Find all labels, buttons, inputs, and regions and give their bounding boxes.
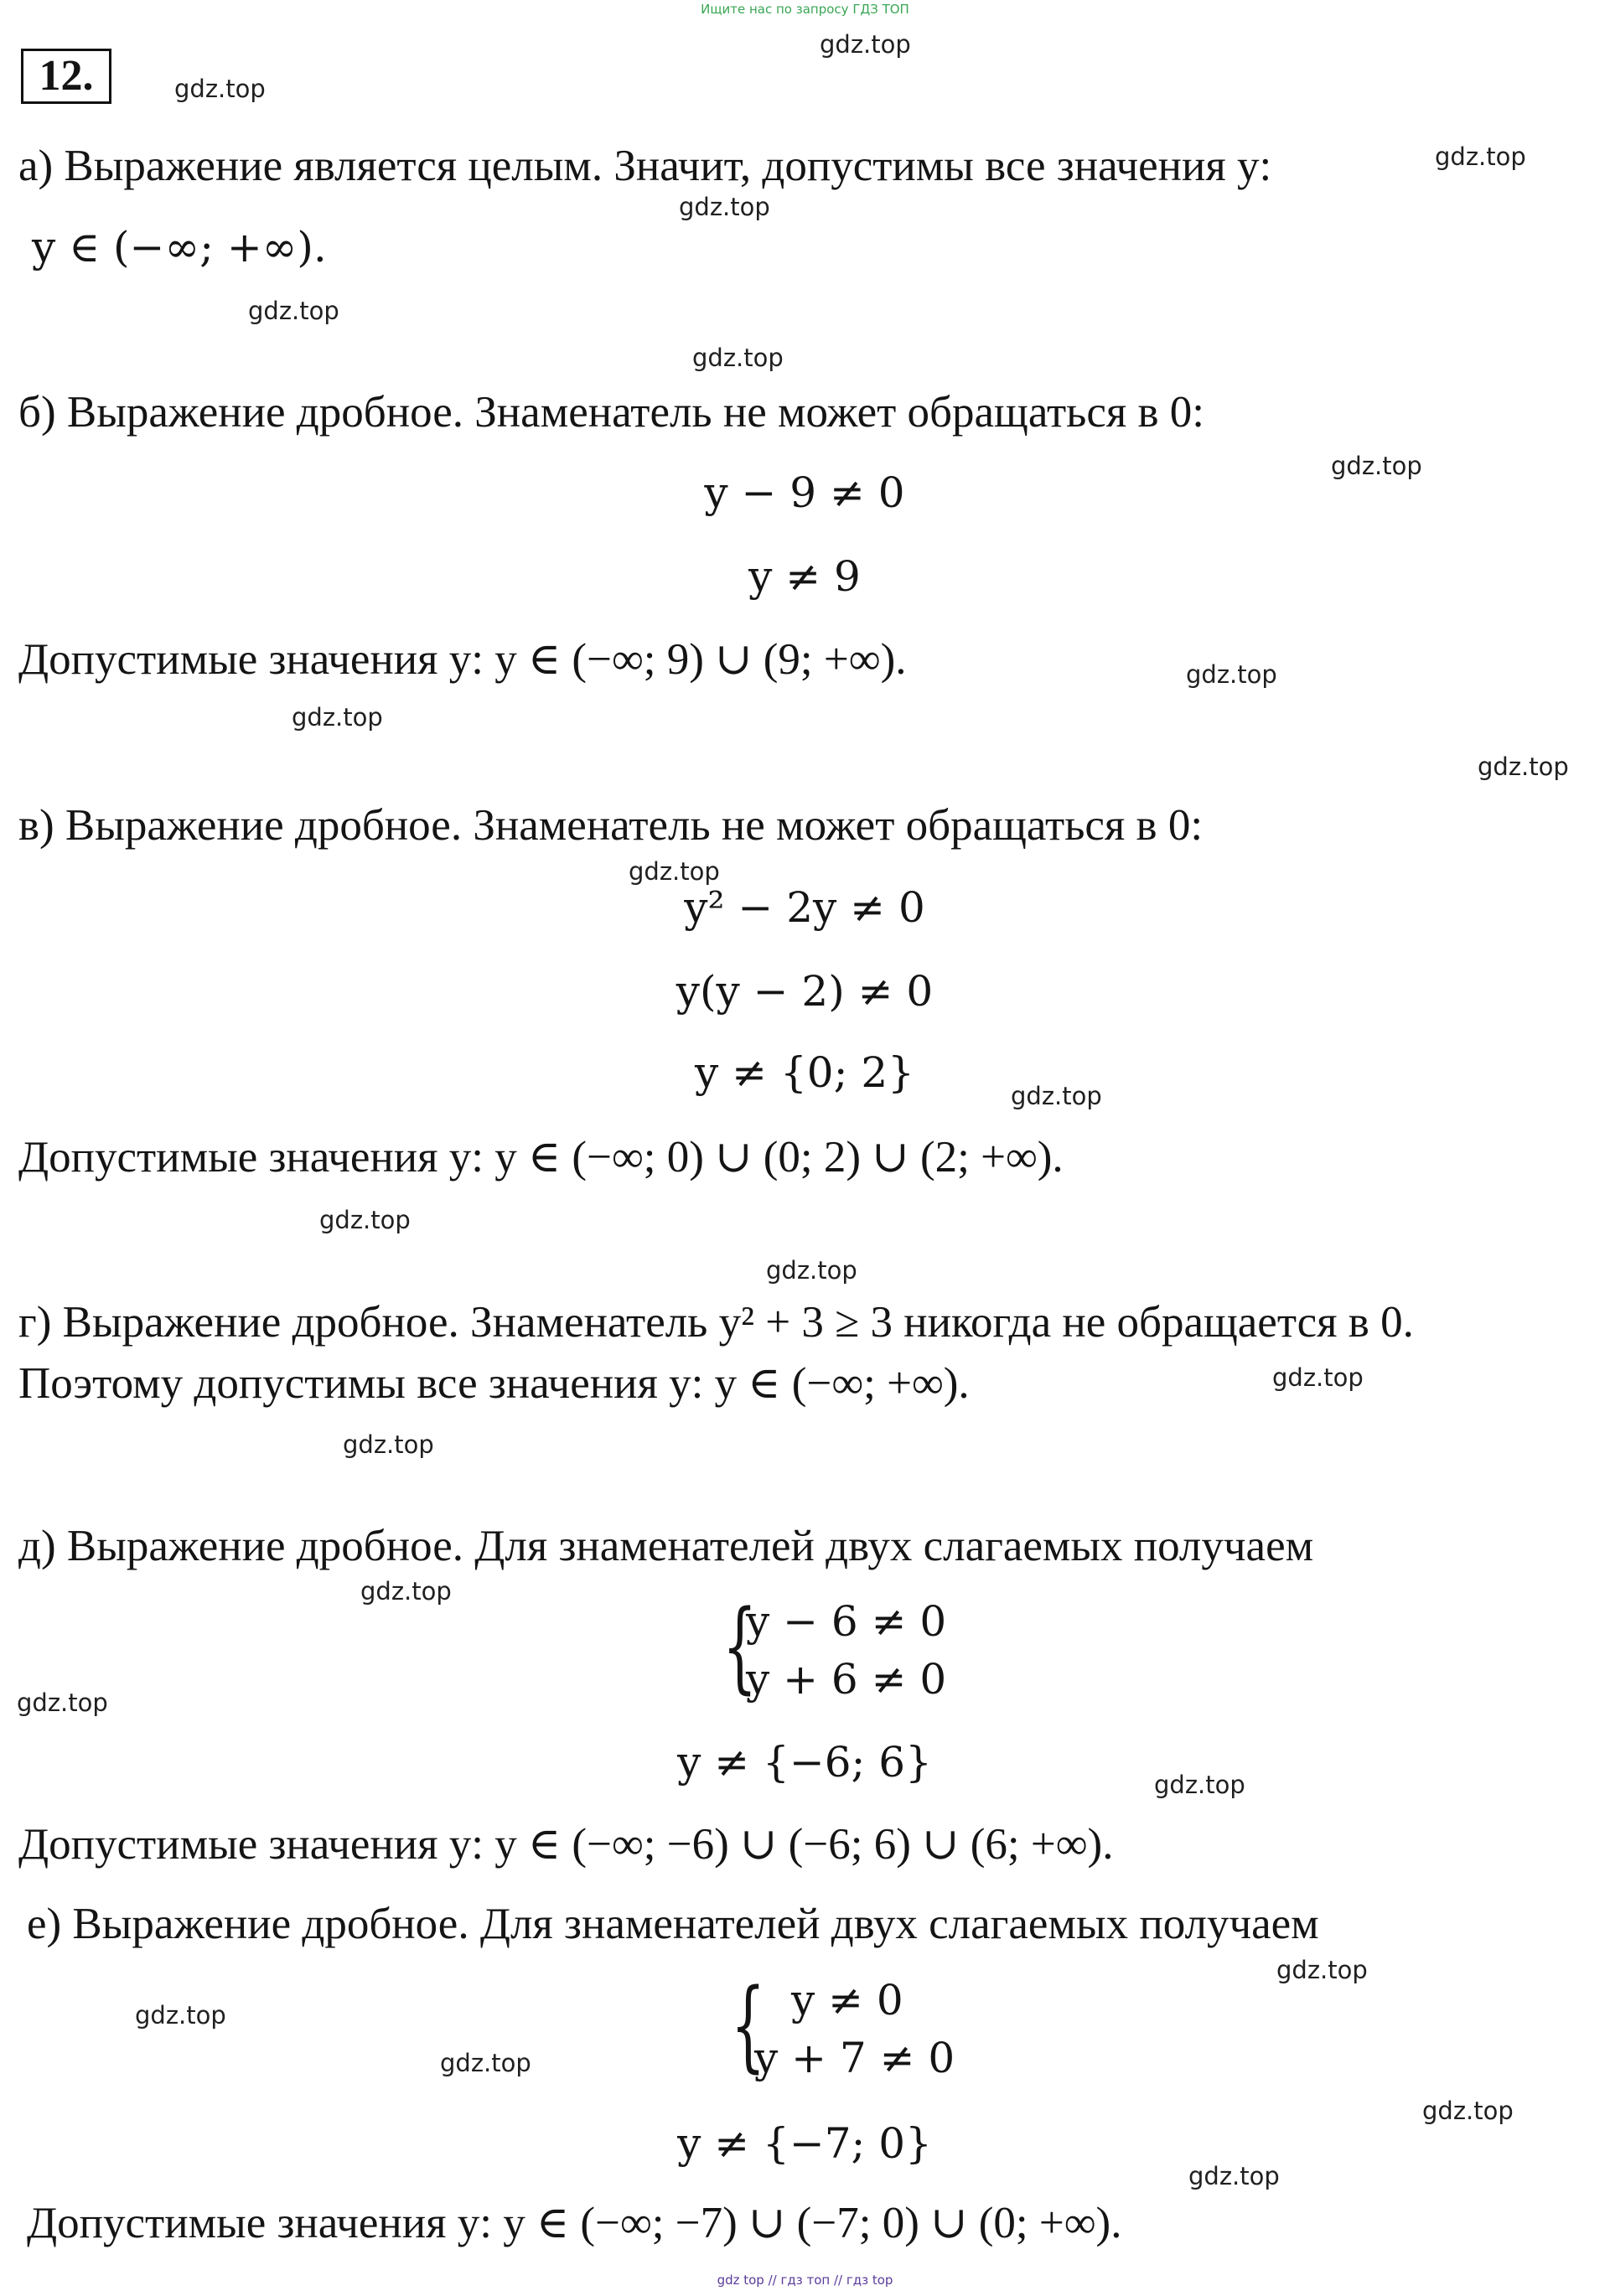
watermark: gdz.top	[1186, 660, 1277, 689]
section-v-eq2: y(y − 2) ≠ 0	[676, 967, 934, 1016]
section-a-line1: а) Выражение является целым. Значит, допустимы все значения y:	[18, 142, 1272, 190]
section-b-answer: Допустимые значения y: y ∈ (−∞; 9) ∪ (9; +∞).	[18, 635, 907, 684]
section-d-eq: y ≠ {−6; 6}	[677, 1738, 932, 1787]
section-e-sys2: y + 7 ≠ 0	[754, 2034, 955, 2082]
section-d-sys1: y − 6 ≠ 0	[746, 1597, 947, 1646]
watermark: gdz.top	[440, 2049, 531, 2077]
watermark: gdz.top	[1272, 1363, 1364, 1392]
section-a-line2: y ∈ (−∞; +∞).	[32, 223, 327, 271]
watermark: gdz.top	[1435, 142, 1526, 171]
section-v-eq1: y² − 2y ≠ 0	[684, 883, 925, 932]
section-e-intro: е) Выражение дробное. Для знаменателей двух слагаемых получаем	[27, 1900, 1319, 1948]
section-g-line2: Поэтому допустимы все значения y: y ∈ (−∞; +∞).	[18, 1359, 970, 1408]
watermark: gdz.top	[1422, 2097, 1514, 2125]
watermark: gdz.top	[292, 703, 383, 732]
watermark: gdz.top	[343, 1430, 434, 1459]
watermark: gdz.top	[1011, 1082, 1102, 1110]
section-e-eq: y ≠ {−7; 0}	[677, 2119, 932, 2168]
watermark: gdz.top	[820, 30, 911, 59]
section-b-eq1: y − 9 ≠ 0	[704, 468, 905, 517]
section-g-line1: г) Выражение дробное. Знаменатель y² + 3 ≥ 3 никогда не обращается в 0.	[18, 1298, 1414, 1347]
watermark: gdz.top	[248, 297, 339, 325]
section-d-answer: Допустимые значения y: y ∈ (−∞; −6) ∪ (−6; 6) ∪ (6; +∞).	[18, 1820, 1114, 1869]
brace-icon: {	[722, 1588, 758, 1704]
section-e-sys1: y ≠ 0	[791, 1976, 903, 2025]
top-banner: Ищите нас по запросу ГДЗ ТОП	[701, 2, 909, 17]
section-b-intro: б) Выражение дробное. Знаменатель не может обращаться в 0:	[18, 388, 1204, 437]
watermark: gdz.top	[692, 344, 784, 372]
brace-icon: {	[731, 1967, 766, 2082]
section-d-sys2: y + 6 ≠ 0	[746, 1655, 947, 1704]
problem-number: 12.	[21, 49, 111, 104]
watermark: gdz.top	[1188, 2162, 1280, 2190]
section-v-eq3: y ≠ {0; 2}	[695, 1048, 914, 1097]
watermark: gdz.top	[319, 1206, 411, 1234]
watermark: gdz.top	[629, 857, 720, 886]
watermark: gdz.top	[679, 193, 770, 221]
watermark: gdz.top	[1154, 1771, 1245, 1799]
watermark: gdz.top	[17, 1688, 108, 1717]
bottom-banner: gdz top // гдз топ // гдз top	[717, 2273, 893, 2288]
watermark: gdz.top	[766, 1256, 857, 1285]
watermark: gdz.top	[1478, 752, 1569, 781]
watermark: gdz.top	[1331, 452, 1422, 480]
section-v-intro: в) Выражение дробное. Знаменатель не может обращаться в 0:	[18, 801, 1204, 850]
section-d-intro: д) Выражение дробное. Для знаменателей двух слагаемых получаем	[18, 1522, 1314, 1570]
watermark: gdz.top	[1276, 1956, 1368, 1984]
section-v-answer: Допустимые значения y: y ∈ (−∞; 0) ∪ (0; 2) ∪ (2; +∞).	[18, 1133, 1064, 1182]
section-e-answer: Допустимые значения y: y ∈ (−∞; −7) ∪ (−7; 0) ∪ (0; +∞).	[27, 2199, 1122, 2247]
watermark: gdz.top	[135, 2001, 226, 2030]
section-b-eq2: y ≠ 9	[748, 552, 861, 601]
watermark: gdz.top	[174, 75, 266, 103]
watermark: gdz.top	[360, 1577, 452, 1606]
